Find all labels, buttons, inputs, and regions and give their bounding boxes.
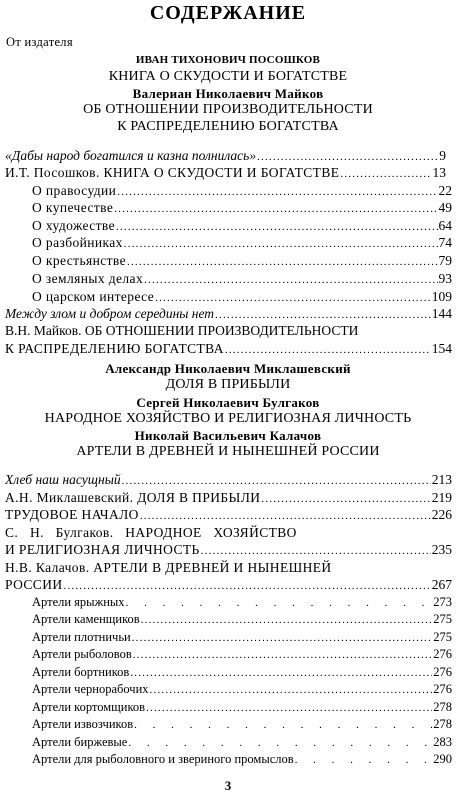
dot-leader bbox=[126, 595, 433, 612]
dot-leader bbox=[140, 508, 431, 525]
toc-entry-page: 283 bbox=[433, 735, 452, 749]
dot-leader bbox=[114, 201, 437, 218]
toc-entry-label: Артели плотничьи bbox=[32, 630, 131, 644]
toc-entry-label: Хлеб наш насущный bbox=[5, 472, 121, 487]
toc-entry-label: Н.В. Калачов. АРТЕЛИ В ДРЕВНЕЙ И НЫНЕШНЕЙ bbox=[5, 560, 332, 575]
toc-entry-label: РОССИИ bbox=[5, 577, 63, 592]
toc-entry-page: 74 bbox=[438, 235, 452, 250]
toc-entry bbox=[32, 594, 452, 611]
toc-entry bbox=[5, 340, 452, 357]
toc-entry-page: 278 bbox=[433, 717, 452, 731]
toc-entry bbox=[32, 270, 452, 287]
book-heading-maikov-line1: ОБ ОТНОШЕНИИ ПРОИЗВОДИТЕЛЬНОСТИ bbox=[83, 102, 373, 117]
dot-leader bbox=[141, 612, 433, 629]
dot-leader bbox=[146, 700, 432, 717]
dot-leader bbox=[340, 166, 431, 183]
toc-entry bbox=[32, 646, 452, 663]
toc-entry-page: 290 bbox=[433, 752, 452, 766]
toc-entry-label: О крестьянстве bbox=[32, 253, 127, 268]
dot-leader bbox=[225, 342, 431, 359]
dot-leader bbox=[128, 735, 432, 752]
toc-entry bbox=[5, 576, 452, 593]
toc-entry bbox=[32, 664, 452, 681]
author-heading-maikov: Валериан Николаевич Майков bbox=[132, 86, 324, 101]
toc-entry bbox=[5, 164, 446, 181]
toc-entry bbox=[5, 147, 446, 164]
toc-entry bbox=[5, 471, 452, 488]
book-heading-bulgakov: НАРОДНОЕ ХОЗЯЙСТВО И РЕЛИГИОЗНАЯ ЛИЧНОСТЬ bbox=[44, 411, 412, 426]
toc-entry-page: 278 bbox=[433, 700, 452, 714]
toc-entry-page: 79 bbox=[438, 253, 452, 268]
toc-entry-label: ТРУДОВОЕ НАЧАЛО bbox=[5, 507, 139, 522]
dot-leader bbox=[130, 665, 432, 682]
toc-entry-page: 9 bbox=[439, 148, 446, 163]
toc-entry bbox=[32, 699, 452, 716]
toc-entry-label: Артели биржевые bbox=[32, 735, 128, 749]
toc-entry-label: В.Н. Майков. ОБ ОТНОШЕНИИ ПРОИЗВОДИТЕЛЬНОСТИ bbox=[5, 323, 359, 338]
toc-entry-page: 219 bbox=[431, 490, 452, 505]
book-heading-maikov-line2: К РАСПРЕДЕЛЕНИЮ БОГАТСТВА bbox=[117, 119, 339, 134]
toc-entry bbox=[5, 305, 452, 322]
toc-entry bbox=[32, 252, 452, 269]
from-publisher-entry: От издателя bbox=[6, 35, 73, 49]
dot-leader bbox=[132, 630, 433, 647]
toc-entry-label: Артели бортников bbox=[32, 665, 130, 679]
dot-leader bbox=[124, 236, 438, 253]
dot-leader bbox=[133, 647, 433, 664]
toc-entry bbox=[32, 751, 452, 768]
toc-entry-label: К РАСПРЕДЕЛЕНИЮ БОГАТСТВА bbox=[5, 341, 224, 356]
toc-entry bbox=[32, 629, 452, 646]
toc-entry-label: Артели рыболовов bbox=[32, 647, 132, 661]
toc-entry-page: 276 bbox=[433, 682, 452, 696]
toc-entry-page: 144 bbox=[431, 306, 452, 321]
toc-entry-label: О правосудии bbox=[32, 183, 117, 198]
toc-entry-page: 235 bbox=[431, 542, 452, 557]
dot-leader bbox=[144, 272, 437, 289]
toc-entry-page: 93 bbox=[438, 271, 452, 286]
toc-entry-label: И РЕЛИГИОЗНАЯ ЛИЧНОСТЬ bbox=[5, 542, 200, 557]
toc-entry-page: 276 bbox=[433, 647, 452, 661]
toc-entry bbox=[32, 217, 452, 234]
toc-entry bbox=[32, 681, 452, 698]
toc-entry-page: 275 bbox=[433, 630, 452, 644]
toc-entry bbox=[32, 199, 452, 216]
dot-leader bbox=[127, 254, 437, 271]
toc-entry-label: О земляных делах bbox=[32, 271, 144, 286]
toc-entry bbox=[5, 489, 452, 506]
toc-entry-label: О купечестве bbox=[32, 200, 114, 215]
toc-entry-page: 226 bbox=[431, 507, 452, 522]
toc-entry bbox=[32, 288, 452, 305]
toc-entry-label: О художестве bbox=[32, 218, 115, 233]
toc-entry-label: Артели для рыболовного и звериного промыслов bbox=[32, 752, 294, 766]
toc-entry bbox=[5, 506, 452, 523]
toc-entry bbox=[32, 234, 452, 251]
toc-entry-page: 22 bbox=[438, 183, 452, 198]
toc-entry bbox=[32, 182, 452, 199]
toc-entry bbox=[32, 734, 452, 751]
dot-leader bbox=[201, 543, 431, 560]
toc-entry-page: 109 bbox=[431, 289, 452, 304]
author-heading-bulgakov: Сергей Николаевич Булгаков bbox=[136, 395, 320, 410]
toc-entry-page: 267 bbox=[431, 577, 452, 592]
toc-entry bbox=[32, 611, 452, 628]
toc-entry-label: Артели кортомщиков bbox=[32, 700, 146, 714]
toc-entry-label: Артели каменщиков bbox=[32, 612, 140, 626]
toc-entry-label: Артели ярыжных bbox=[32, 595, 125, 609]
author-heading-pososhkov: ИВАН ТИХОНОВИЧ ПОСОШКОВ bbox=[135, 54, 321, 66]
toc-entry bbox=[5, 541, 452, 558]
toc-entry-page: 213 bbox=[431, 472, 452, 487]
author-heading-miklashevsky: Александр Николаевич Миклашевский bbox=[105, 361, 351, 376]
toc-entry-label: О царском интересе bbox=[32, 289, 155, 304]
dot-leader bbox=[295, 752, 433, 769]
dot-leader bbox=[134, 717, 432, 734]
book-heading-pososhkov: КНИГА О СКУДОСТИ И БОГАТСТВЕ bbox=[108, 69, 348, 84]
dot-leader bbox=[150, 682, 433, 699]
author-heading-kalachov: Николай Васильевич Калачов bbox=[134, 428, 322, 443]
toc-entry-page: 13 bbox=[432, 165, 446, 180]
toc-entry-label: Между злом и добром середины нет bbox=[5, 306, 215, 321]
toc-entry-page: 49 bbox=[438, 200, 452, 215]
toc-entry-page: 154 bbox=[431, 341, 452, 356]
toc-entry-page: 276 bbox=[433, 665, 452, 679]
toc-entry-label: Артели извозчиков bbox=[32, 717, 134, 731]
page-title: СОДЕРЖАНИЕ bbox=[149, 2, 307, 24]
toc-entry-label: С. Н. Булгаков. НАРОДНОЕ ХОЗЯЙСТВО bbox=[5, 525, 297, 540]
toc-entry-page: 64 bbox=[438, 218, 452, 233]
toc-entry bbox=[32, 716, 452, 733]
toc-entry-page: 273 bbox=[433, 595, 452, 609]
toc-entry-page: 275 bbox=[433, 612, 452, 626]
toc-entry-label: А.Н. Миклашевский. ДОЛЯ В ПРИБЫЛИ bbox=[5, 490, 261, 505]
toc-entry-label: И.Т. Посошков. КНИГА О СКУДОСТИ И БОГАТСТВЕ bbox=[5, 165, 340, 180]
dot-leader bbox=[64, 578, 431, 595]
toc-entry-label: Артели чернорабочих bbox=[32, 682, 149, 696]
toc-entry-label: «Дабы народ богатился и казна полнилась» bbox=[5, 148, 257, 163]
book-heading-miklashevsky: ДОЛЯ В ПРИБЫЛИ bbox=[165, 377, 291, 392]
book-heading-kalachov: АРТЕЛИ В ДРЕВНЕЙ И НЫНЕШНЕЙ РОССИИ bbox=[76, 444, 380, 459]
dot-leader bbox=[122, 473, 431, 490]
page-number: 3 bbox=[224, 778, 232, 793]
toc-entry-label: О разбойниках bbox=[32, 235, 123, 250]
